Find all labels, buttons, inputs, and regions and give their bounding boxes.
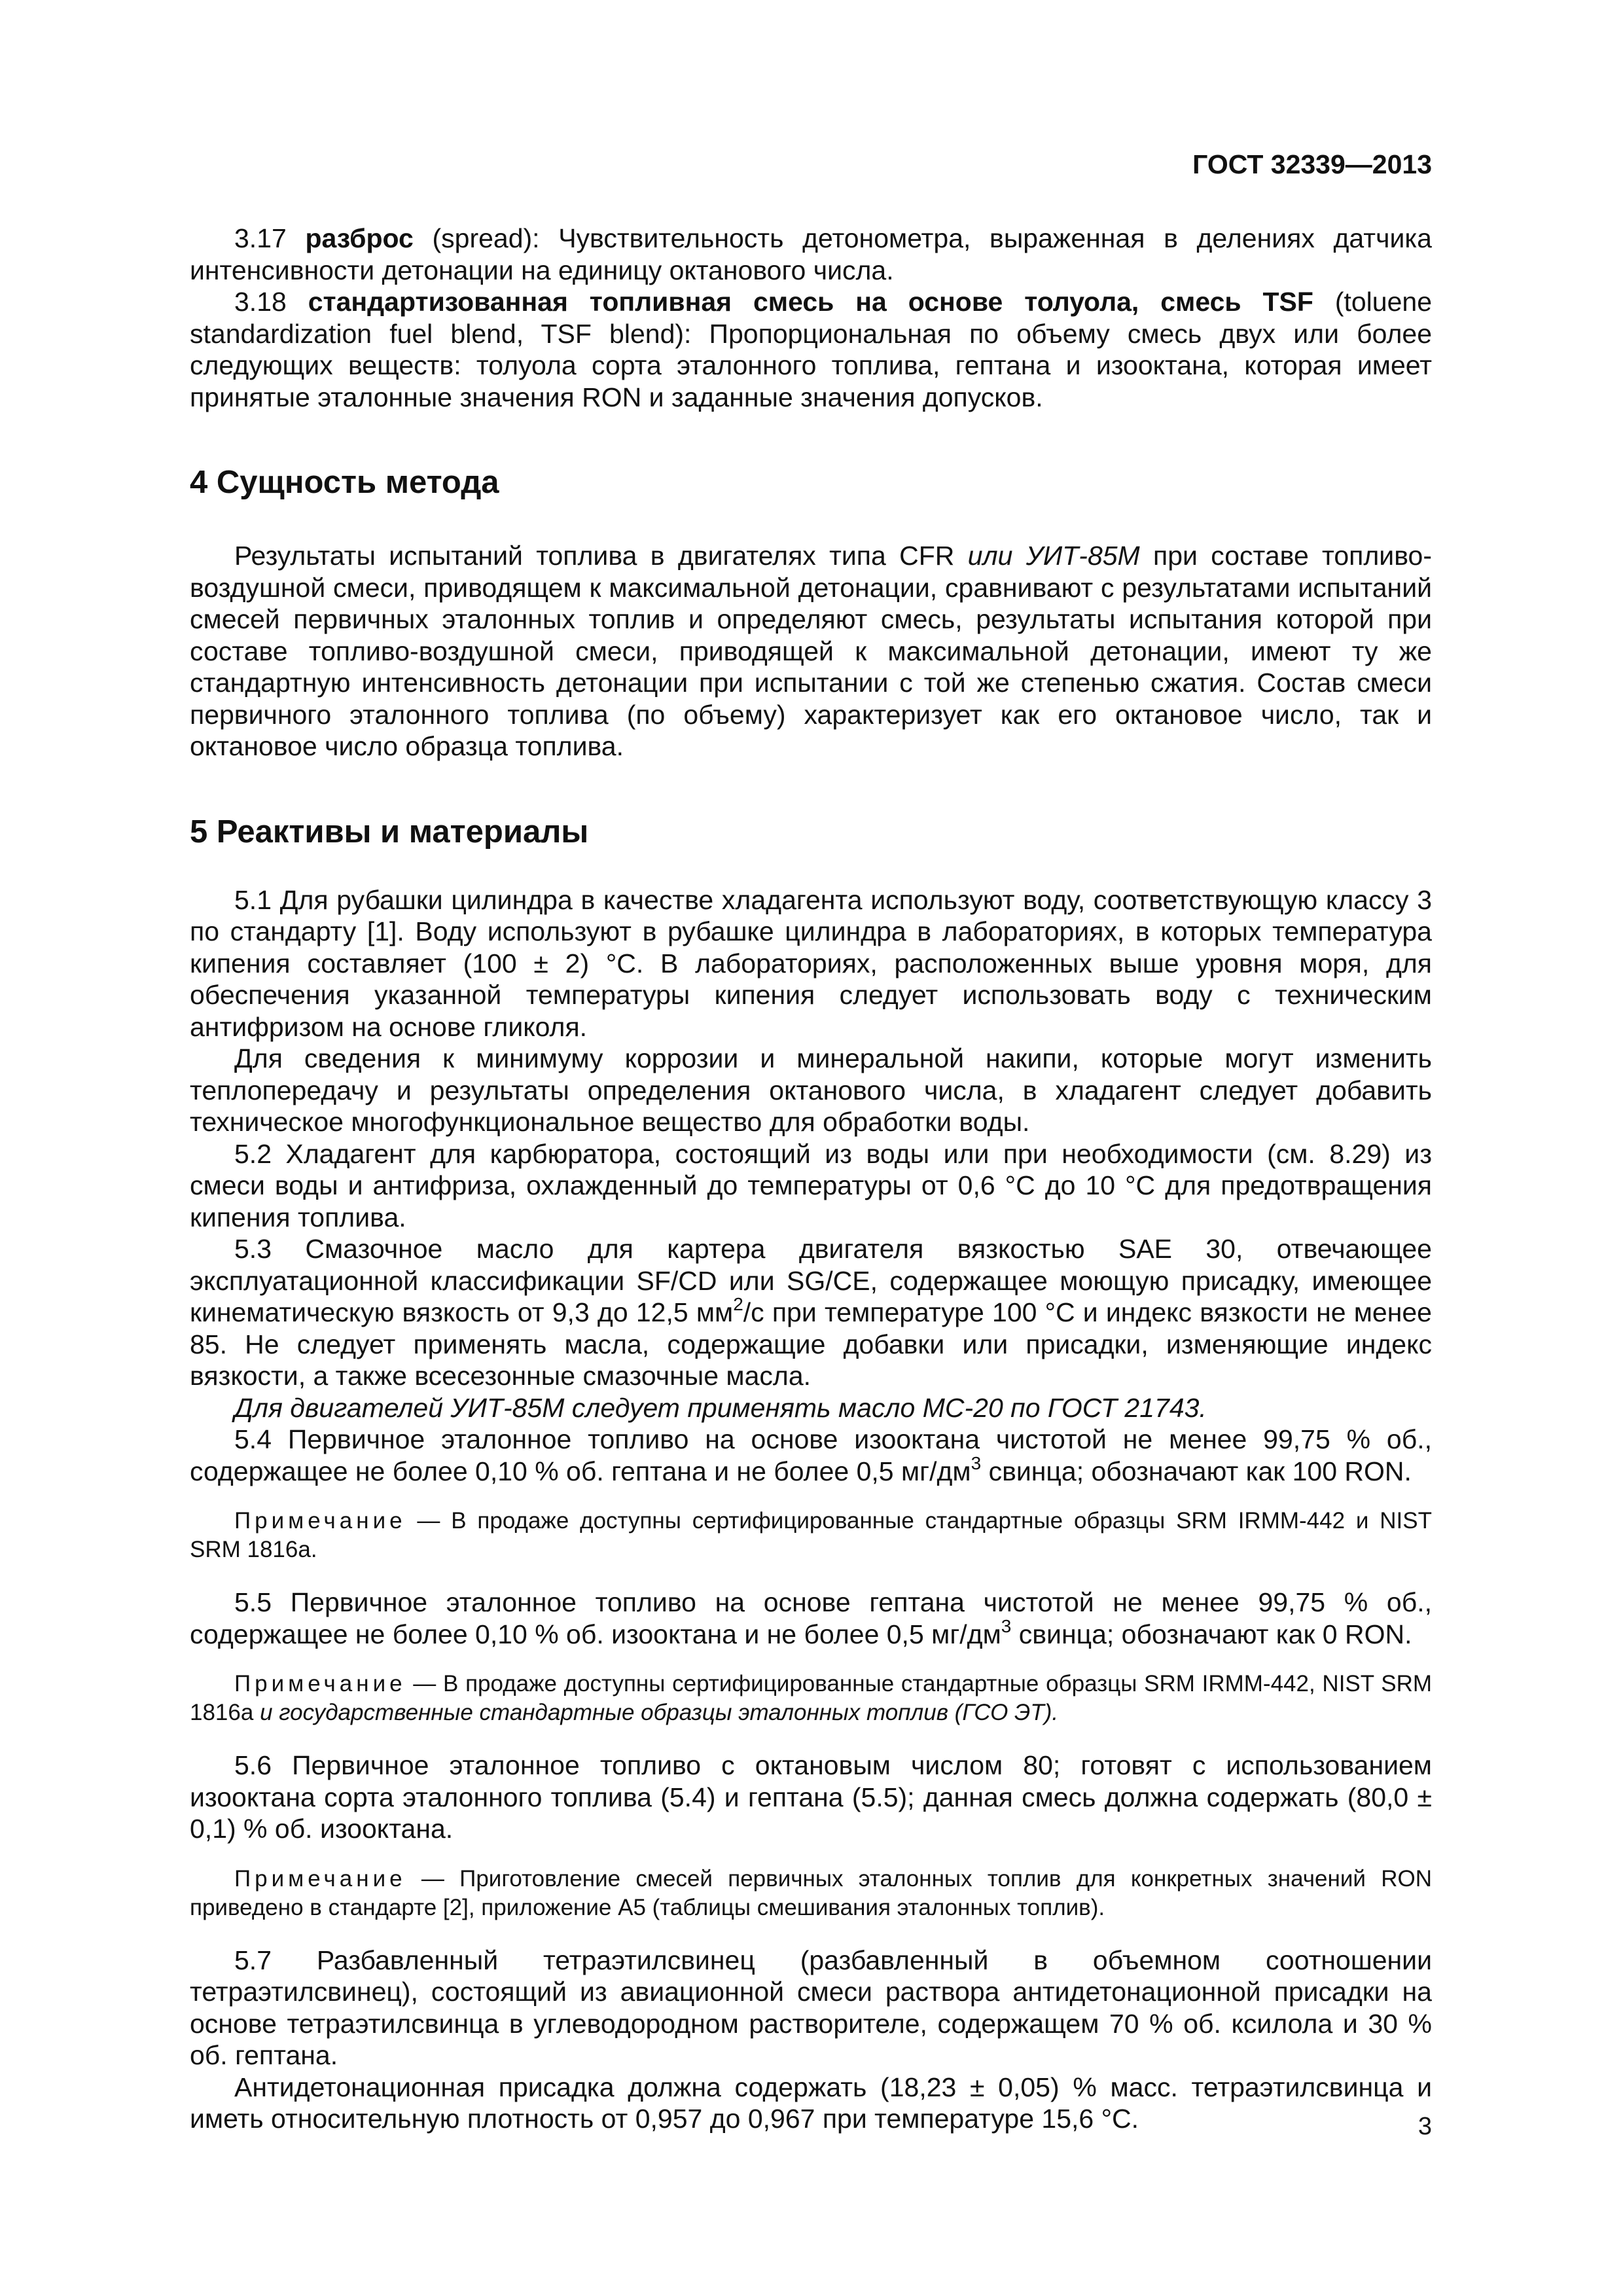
page-body bbox=[190, 223, 1432, 2135]
definition: (spread): Чувствительность детонометра, выраженная в делениях датчика интенсивности детонации на единицу октанового числа. bbox=[190, 223, 1432, 285]
note-2: Примечание — В продаже доступны сертифицированные стандартные образцы SRM IRMM-442, NIST SRM 1816a и государственные стандартные образцы эталонных топлив (ГСО ЭТ). bbox=[190, 1671, 1432, 1725]
paragraph-5-7: 5.7 Разбавленный тетраэтилсвинец (разбавленный в объемном соотношении тетраэтилсвинец), состоящий из авиационной смеси раствора антидетонационной присадки на основе тетраэтилсвинца в углеводородном растворителе, содержащем 70 % об. ксилола и 30 % об. гептана. bbox=[190, 1945, 1432, 2070]
section-5-heading: 5 Реактивы и материалы bbox=[190, 814, 589, 850]
note-3: Примечание — Приготовление смесей первичных эталонных топлив для конкретных значений RON приведено в стандарте [2], приложение А5 (таблицы смешивания эталонных топлив). bbox=[190, 1865, 1432, 1920]
note-label: Примечание bbox=[234, 1671, 406, 1696]
note-1: Примечание — В продаже доступны сертифицированные стандартные образцы SRM IRMM-442 и NIST SRM 1816a. bbox=[190, 1508, 1432, 1562]
clause-number: 3.18 bbox=[234, 287, 308, 317]
note-label: Примечание bbox=[234, 1865, 406, 1892]
paragraph-5-2: 5.2 Хладагент для карбюратора, состоящий из воды или при необходимости (см. 8.29) из смеси воды и антифриза, охлажденный до температуры от 0,6 °С до 10 °С для предотвращения кипения топлива. bbox=[190, 1138, 1432, 1232]
page-number: 3 bbox=[1418, 2113, 1432, 2140]
section-4-paragraph: Результаты испытаний топлива в двигателях типа CFR или УИТ-85М при составе топливо-воздушной смеси, приводящем к максимальной детонации, сравнивают с результатами испытаний смесей первичных эталонных топлив и определяют смесь, результаты испытания которой при составе топливо-воздушной смеси, приводящей к максимальной детонации, имеют ту же стандартную интенсивность детонации при испытании с той же степенью сжатия. Состав смеси первичного эталонного топлива (по объему) характеризует как его октановое число, так и октановое число образца топлива. bbox=[190, 541, 1432, 761]
paragraph-3-18 bbox=[190, 286, 1432, 413]
section-4-heading: 4 Сущность метода bbox=[190, 465, 499, 500]
paragraph-5-5: 5.5 Первичное эталонное топливо на основе гептана чистотой не менее 99,75 % об., содержащее не более 0,10 % об. изооктана и не более 0,5 $мг/дм^3$ свинца; обозначают как 0 RON. bbox=[190, 1587, 1432, 1649]
paragraph-5-7-continued: Антидетонационная присадка должна содержать (18,23 ± 0,05) % масс. тетраэтилсвинца и иметь относительную плотность от 0,957 до 0,967 при температуре 15,6 °С. bbox=[190, 2072, 1432, 2134]
paragraph-5-6: 5.6 Первичное эталонное топливо с октановым числом 80; готовят с использованием изооктана сорта эталонного топлива (5.4) и гептана (5.5); данная смесь должна содержать (80,0 ± 0,1) % об. изооктана. bbox=[190, 1750, 1432, 1844]
paragraph-5-3: 5.3 Смазочное масло для картера двигателя вязкостью SAE 30, отвечающее эксплуатационной классификации SF/CD или SG/CE, содержащее моющую присадку, имеющее кинематическую вязкость от 9,3 до 12,5 $мм^2/с$ при температуре 100 °С и индекс вязкости не менее 85. Не следует применять масла, содержащие добавки или присадки, изменяющие индекс вязкости, а также всесезонные смазочные масла. bbox=[190, 1234, 1432, 1391]
clause-number: 3.17 bbox=[234, 223, 306, 253]
paragraph-5-1: 5.1 Для рубашки цилиндра в качестве хладагента используют воду, соответствующую классу 3 по стандарту [1]. Воду используют в рубашке цилиндра в лабораториях, в которых температура кипения составляет (100 ± 2) °С. В лабораториях, расположенных выше уровня моря, для обеспечения указанной температуры кипения следует использовать воду с техническим антифризом на основе гликоля. bbox=[190, 884, 1432, 1042]
note-label: Примечание bbox=[234, 1508, 406, 1534]
paragraph-3-17 bbox=[190, 223, 1432, 286]
paragraph-5-1-continued: Для сведения к минимуму коррозии и минеральной накипи, которые могут изменить теплопередачу и результаты определения октанового числа, в хладагент следует добавить техническое многофункциональное вещество для обработки воды. bbox=[190, 1043, 1432, 1137]
document-header-id: ГОСТ 32339—2013 bbox=[1192, 149, 1432, 179]
paragraph-5-4: 5.4 Первичное эталонное топливо на основе изооктана чистотой не менее 99,75 % об., содержащее не более 0,10 % об. гептана и не более 0,5 $мг/дм^3$ свинца; обозначают как 100 RON. bbox=[190, 1424, 1432, 1486]
paragraph-5-3-italic: Для двигателей УИТ-85М следует применять масло МС-20 по ГОСТ 21743. bbox=[234, 1392, 1207, 1423]
term: разброс bbox=[305, 223, 414, 253]
definition: (toluene standardization fuel blend, TSF blend): Пропорциональная по объему смесь двух или более следующих веществ: толуола сорта эталонного топлива, гептана и изооктана, которая имеет принятые эталонные значения RON и заданные значения допусков. bbox=[190, 287, 1432, 412]
term: стандартизованная топливная смесь на основе толуола, смесь TSF bbox=[308, 287, 1313, 317]
